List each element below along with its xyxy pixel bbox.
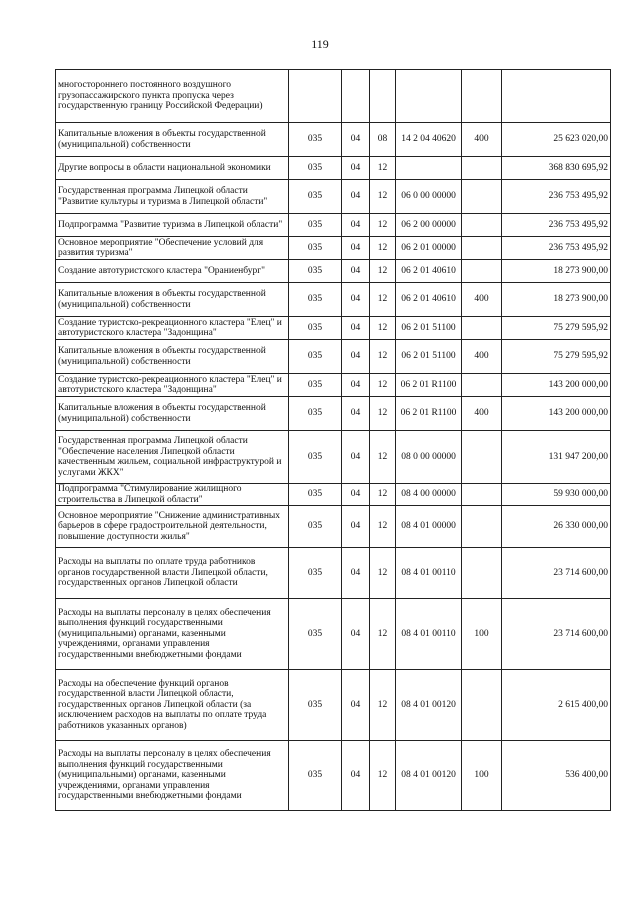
row-amount: 26 330 000,00 bbox=[502, 506, 611, 548]
row-target-code: 08 4 01 00110 bbox=[396, 599, 462, 670]
row-code: 035 bbox=[289, 599, 342, 670]
row-section: 04 bbox=[342, 340, 370, 374]
table-row bbox=[56, 157, 611, 180]
row-amount: 143 200 000,00 bbox=[502, 397, 611, 431]
page-number: 119 bbox=[311, 37, 329, 51]
row-section: 04 bbox=[342, 214, 370, 237]
row-expense-type: 400 bbox=[462, 397, 502, 431]
row-section: 04 bbox=[342, 283, 370, 317]
row-code: 035 bbox=[289, 397, 342, 431]
row-expense-type bbox=[462, 180, 502, 214]
row-amount: 236 753 495,92 bbox=[502, 180, 611, 214]
row-subsection: 12 bbox=[370, 180, 396, 214]
row-expense-type bbox=[462, 317, 502, 340]
row-subsection: 08 bbox=[370, 123, 396, 157]
row-expense-type bbox=[462, 484, 502, 506]
row-name: Основное мероприятие "Снижение административных барьеров в сфере градостроительной деятельности, повышение доступности жилья" bbox=[56, 506, 289, 548]
row-amount: 18 273 900,00 bbox=[502, 283, 611, 317]
row-target-code: 06 0 00 00000 bbox=[396, 180, 462, 214]
row-expense-type: 400 bbox=[462, 283, 502, 317]
row-expense-type bbox=[462, 374, 502, 397]
row-section: 04 bbox=[342, 180, 370, 214]
row-name: многостороннего постоянного воздушного грузопассажирского пункта пропуска через государственную границу Российской Федерации) bbox=[56, 70, 289, 123]
row-section: 04 bbox=[342, 741, 370, 811]
table-row bbox=[56, 123, 611, 157]
row-amount: 236 753 495,92 bbox=[502, 237, 611, 260]
row-expense-type: 100 bbox=[462, 741, 502, 811]
row-code: 035 bbox=[289, 670, 342, 741]
row-target-code: 08 4 01 00110 bbox=[396, 548, 462, 599]
row-section: 04 bbox=[342, 237, 370, 260]
row-expense-type bbox=[462, 506, 502, 548]
row-target-code: 08 4 01 00120 bbox=[396, 741, 462, 811]
row-expense-type bbox=[462, 70, 502, 123]
row-section bbox=[342, 70, 370, 123]
table-row bbox=[56, 283, 611, 317]
row-target-code: 06 2 01 51100 bbox=[396, 340, 462, 374]
row-name: Расходы на выплаты персоналу в целях обеспечения выполнения функций государственными (муниципальными) органами, казенными учреждениями, органами управления государственными внебюджетными фондами bbox=[56, 741, 289, 811]
row-name: Государственная программа Липецкой области "Развитие культуры и туризма в Липецкой области" bbox=[56, 180, 289, 214]
row-name: Капитальные вложения в объекты государственной (муниципальной) собственности bbox=[56, 340, 289, 374]
table-row bbox=[56, 670, 611, 741]
row-amount: 23 714 600,00 bbox=[502, 548, 611, 599]
table-row bbox=[56, 548, 611, 599]
row-name: Капитальные вложения в объекты государственной (муниципальной) собственности bbox=[56, 123, 289, 157]
row-amount: 2 615 400,00 bbox=[502, 670, 611, 741]
row-subsection: 12 bbox=[370, 548, 396, 599]
row-expense-type: 100 bbox=[462, 599, 502, 670]
row-target-code: 08 4 01 00120 bbox=[396, 670, 462, 741]
row-section: 04 bbox=[342, 431, 370, 484]
table-row bbox=[56, 506, 611, 548]
row-expense-type: 400 bbox=[462, 340, 502, 374]
row-code: 035 bbox=[289, 237, 342, 260]
row-subsection: 12 bbox=[370, 157, 396, 180]
row-code: 035 bbox=[289, 283, 342, 317]
row-code: 035 bbox=[289, 484, 342, 506]
row-name: Создание туристско-рекреационного кластера "Елец" и автотуристского кластера "Задонщина" bbox=[56, 317, 289, 340]
row-subsection: 12 bbox=[370, 506, 396, 548]
row-name: Подпрограмма "Стимулирование жилищного строительства в Липецкой области" bbox=[56, 484, 289, 506]
row-name: Создание автотуристского кластера "Ораниенбург" bbox=[56, 260, 289, 283]
row-name: Капитальные вложения в объекты государственной (муниципальной) собственности bbox=[56, 283, 289, 317]
row-expense-type bbox=[462, 431, 502, 484]
row-target-code: 06 2 01 R1100 bbox=[396, 374, 462, 397]
row-code: 035 bbox=[289, 180, 342, 214]
row-target-code: 06 2 01 R1100 bbox=[396, 397, 462, 431]
table-row bbox=[56, 374, 611, 397]
row-subsection: 12 bbox=[370, 374, 396, 397]
row-target-code: 06 2 01 51100 bbox=[396, 317, 462, 340]
row-code: 035 bbox=[289, 431, 342, 484]
row-code: 035 bbox=[289, 340, 342, 374]
row-target-code: 06 2 00 00000 bbox=[396, 214, 462, 237]
row-name: Создание туристско-рекреационного кластера "Елец" и автотуристского кластера "Задонщина" bbox=[56, 374, 289, 397]
row-amount: 75 279 595,92 bbox=[502, 317, 611, 340]
row-subsection: 12 bbox=[370, 397, 396, 431]
row-code: 035 bbox=[289, 374, 342, 397]
row-section: 04 bbox=[342, 484, 370, 506]
table-row bbox=[56, 317, 611, 340]
row-subsection: 12 bbox=[370, 214, 396, 237]
table-row bbox=[56, 397, 611, 431]
row-code: 035 bbox=[289, 548, 342, 599]
row-target-code bbox=[396, 157, 462, 180]
row-name: Расходы на выплаты по оплате труда работников органов государственной власти Липецкой области, государственных органов Липецкой области bbox=[56, 548, 289, 599]
row-subsection: 12 bbox=[370, 741, 396, 811]
row-expense-type: 400 bbox=[462, 123, 502, 157]
row-code: 035 bbox=[289, 214, 342, 237]
row-name: Другие вопросы в области национальной экономики bbox=[56, 157, 289, 180]
budget-table bbox=[55, 69, 611, 811]
row-section: 04 bbox=[342, 506, 370, 548]
row-name: Основное мероприятие "Обеспечение условий для развития туризма" bbox=[56, 237, 289, 260]
row-name: Капитальные вложения в объекты государственной (муниципальной) собственности bbox=[56, 397, 289, 431]
row-target-code: 06 2 01 40610 bbox=[396, 260, 462, 283]
row-expense-type bbox=[462, 260, 502, 283]
row-target-code: 08 4 01 00000 bbox=[396, 506, 462, 548]
row-amount: 25 623 020,00 bbox=[502, 123, 611, 157]
row-subsection: 12 bbox=[370, 431, 396, 484]
row-amount: 536 400,00 bbox=[502, 741, 611, 811]
row-name: Подпрограмма "Развитие туризма в Липецкой области" bbox=[56, 214, 289, 237]
row-amount: 131 947 200,00 bbox=[502, 431, 611, 484]
row-amount: 143 200 000,00 bbox=[502, 374, 611, 397]
table-row bbox=[56, 260, 611, 283]
row-section: 04 bbox=[342, 157, 370, 180]
row-section: 04 bbox=[342, 670, 370, 741]
row-code: 035 bbox=[289, 123, 342, 157]
table-row bbox=[56, 741, 611, 811]
row-amount: 59 930 000,00 bbox=[502, 484, 611, 506]
row-section: 04 bbox=[342, 599, 370, 670]
row-subsection bbox=[370, 70, 396, 123]
row-subsection: 12 bbox=[370, 670, 396, 741]
row-expense-type bbox=[462, 548, 502, 599]
row-target-code: 14 2 04 40620 bbox=[396, 123, 462, 157]
row-target-code: 08 0 00 00000 bbox=[396, 431, 462, 484]
row-subsection: 12 bbox=[370, 484, 396, 506]
row-subsection: 12 bbox=[370, 340, 396, 374]
row-code: 035 bbox=[289, 506, 342, 548]
row-target-code bbox=[396, 70, 462, 123]
row-expense-type bbox=[462, 214, 502, 237]
table-row bbox=[56, 431, 611, 484]
row-target-code: 08 4 00 00000 bbox=[396, 484, 462, 506]
row-subsection: 12 bbox=[370, 283, 396, 317]
row-name: Расходы на обеспечение функций органов государственной власти Липецкой области, государственных органов Липецкой области (за исключением расходов на выплаты по оплате труда работников указанных органов) bbox=[56, 670, 289, 741]
row-code: 035 bbox=[289, 317, 342, 340]
table-row bbox=[56, 180, 611, 214]
row-code: 035 bbox=[289, 157, 342, 180]
row-amount: 368 830 695,92 bbox=[502, 157, 611, 180]
table-row bbox=[56, 237, 611, 260]
row-amount: 18 273 900,00 bbox=[502, 260, 611, 283]
row-code: 035 bbox=[289, 260, 342, 283]
row-amount: 236 753 495,92 bbox=[502, 214, 611, 237]
row-name: Расходы на выплаты персоналу в целях обеспечения выполнения функций государственными (муниципальными) органами, казенными учреждениями, органами управления государственными внебюджетными фондами bbox=[56, 599, 289, 670]
row-name: Государственная программа Липецкой области "Обеспечение населения Липецкой области качественным жильем, социальной инфраструктурой и услугами ЖКХ" bbox=[56, 431, 289, 484]
row-expense-type bbox=[462, 157, 502, 180]
row-section: 04 bbox=[342, 548, 370, 599]
table-row bbox=[56, 70, 611, 123]
row-subsection: 12 bbox=[370, 237, 396, 260]
row-amount: 75 279 595,92 bbox=[502, 340, 611, 374]
row-code: 035 bbox=[289, 741, 342, 811]
row-section: 04 bbox=[342, 397, 370, 431]
row-subsection: 12 bbox=[370, 599, 396, 670]
row-section: 04 bbox=[342, 260, 370, 283]
row-amount bbox=[502, 70, 611, 123]
row-amount: 23 714 600,00 bbox=[502, 599, 611, 670]
table-row bbox=[56, 484, 611, 506]
row-target-code: 06 2 01 00000 bbox=[396, 237, 462, 260]
row-expense-type bbox=[462, 237, 502, 260]
row-code bbox=[289, 70, 342, 123]
row-subsection: 12 bbox=[370, 260, 396, 283]
table-row bbox=[56, 214, 611, 237]
table-row bbox=[56, 599, 611, 670]
row-expense-type bbox=[462, 670, 502, 741]
row-subsection: 12 bbox=[370, 317, 396, 340]
row-section: 04 bbox=[342, 374, 370, 397]
row-section: 04 bbox=[342, 123, 370, 157]
table-row bbox=[56, 340, 611, 374]
row-section: 04 bbox=[342, 317, 370, 340]
row-target-code: 06 2 01 40610 bbox=[396, 283, 462, 317]
